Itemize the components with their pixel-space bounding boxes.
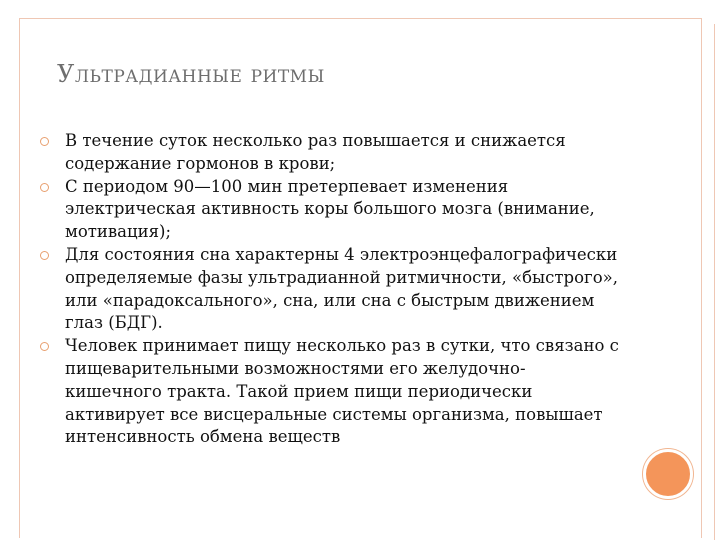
slide-title: Ультрадианные ритмы — [57, 60, 325, 88]
circle-bullet-icon — [40, 137, 49, 146]
bullet-text: Для состояния сна характерны 4 электроэнцефалографически определяемые фазы ультрадианной ритмичности, «быстрого», или «парадоксального», сна, или сна с быстрым движением глаз (БДГ). — [65, 244, 618, 333]
list-item — [40, 176, 620, 244]
bullet-text: Человек принимает пищу несколько раз в сутки, что связано с пищеварительными возможностями его желудочно-кишечного тракта. Такой прием пищи периодически активирует все висцеральные системы организма, повышает интенсивность обмена веществ — [65, 336, 619, 447]
list-item — [40, 335, 620, 449]
list-item — [40, 130, 620, 176]
bullet-text: В течение суток несколько раз повышается и снижается содержание гормонов в крови; — [65, 131, 566, 173]
circle-bullet-icon — [40, 342, 49, 351]
decorative-circle-icon — [643, 449, 693, 499]
bullet-text: С периодом 90—100 мин претерпевает изменения электрическая активность коры большого мозга (внимание, мотивация); — [65, 176, 595, 242]
circle-bullet-icon — [40, 183, 49, 192]
bullet-list — [40, 130, 620, 449]
slide-frame-right-line — [714, 24, 715, 540]
list-item — [40, 244, 620, 335]
circle-bullet-icon — [40, 251, 49, 260]
